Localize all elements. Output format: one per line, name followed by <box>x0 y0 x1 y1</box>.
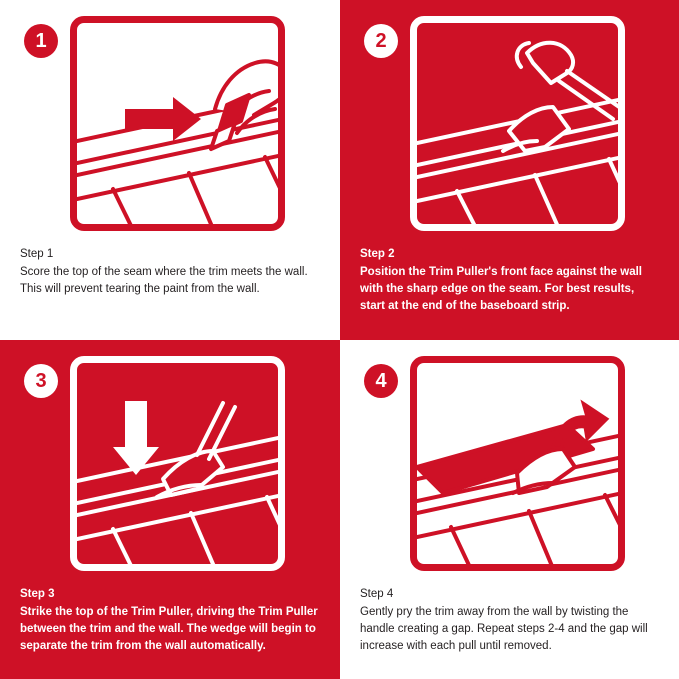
step-4-body: Gently pry the trim away from the wall by twisting the handle creating a gap. Repeat steps 2-4 and the gap will increase with each pull until removed. <box>360 606 648 652</box>
step-4-illustration-frame <box>410 356 625 571</box>
step-1-caption <box>20 246 322 298</box>
step-4-illustration-area <box>348 348 671 580</box>
step-2-body: Position the Trim Puller's front face against the wall with the sharp edge on the seam. For best results, start at the end of the baseboard strip. <box>360 266 642 312</box>
step-1-illustration-frame <box>70 16 285 231</box>
pry-trim-away-icon <box>417 363 625 571</box>
step-2-number-badge: 2 <box>364 24 398 58</box>
step-2-illustration-area <box>348 8 671 240</box>
step-1-number-badge: 1 <box>24 24 58 58</box>
hammer-and-trim-puller-icon <box>417 23 625 231</box>
step-3-title: Step 3 <box>20 588 55 600</box>
step-3-number-badge: 3 <box>24 364 58 398</box>
hand-scoring-trim-seam-icon <box>77 23 285 231</box>
step-panel-3 <box>0 340 340 679</box>
step-3-illustration-area <box>8 348 332 580</box>
direction-arrow-icon <box>125 97 201 141</box>
step-panel-4 <box>340 340 679 679</box>
step-1-body: Score the top of the seam where the trim meets the wall. This will prevent tearing the paint from the wall. <box>20 266 308 295</box>
step-3-body: Strike the top of the Trim Puller, driving the Trim Puller between the trim and the wall. The wedge will begin to separate the trim from the wall automatically. <box>20 606 318 652</box>
step-1-illustration-area <box>8 8 332 240</box>
step-1-title: Step 1 <box>20 248 54 260</box>
step-4-caption <box>360 586 661 655</box>
step-4-number-badge: 4 <box>364 364 398 398</box>
step-panel-2 <box>340 0 679 340</box>
step-2-caption <box>360 246 661 315</box>
step-3-caption <box>20 586 322 655</box>
step-panel-1 <box>0 0 340 340</box>
step-3-illustration-frame <box>70 356 285 571</box>
step-4-title: Step 4 <box>360 588 394 600</box>
strike-trim-puller-icon <box>77 363 285 571</box>
step-2-illustration-frame <box>410 16 625 231</box>
step-2-title: Step 2 <box>360 248 395 260</box>
